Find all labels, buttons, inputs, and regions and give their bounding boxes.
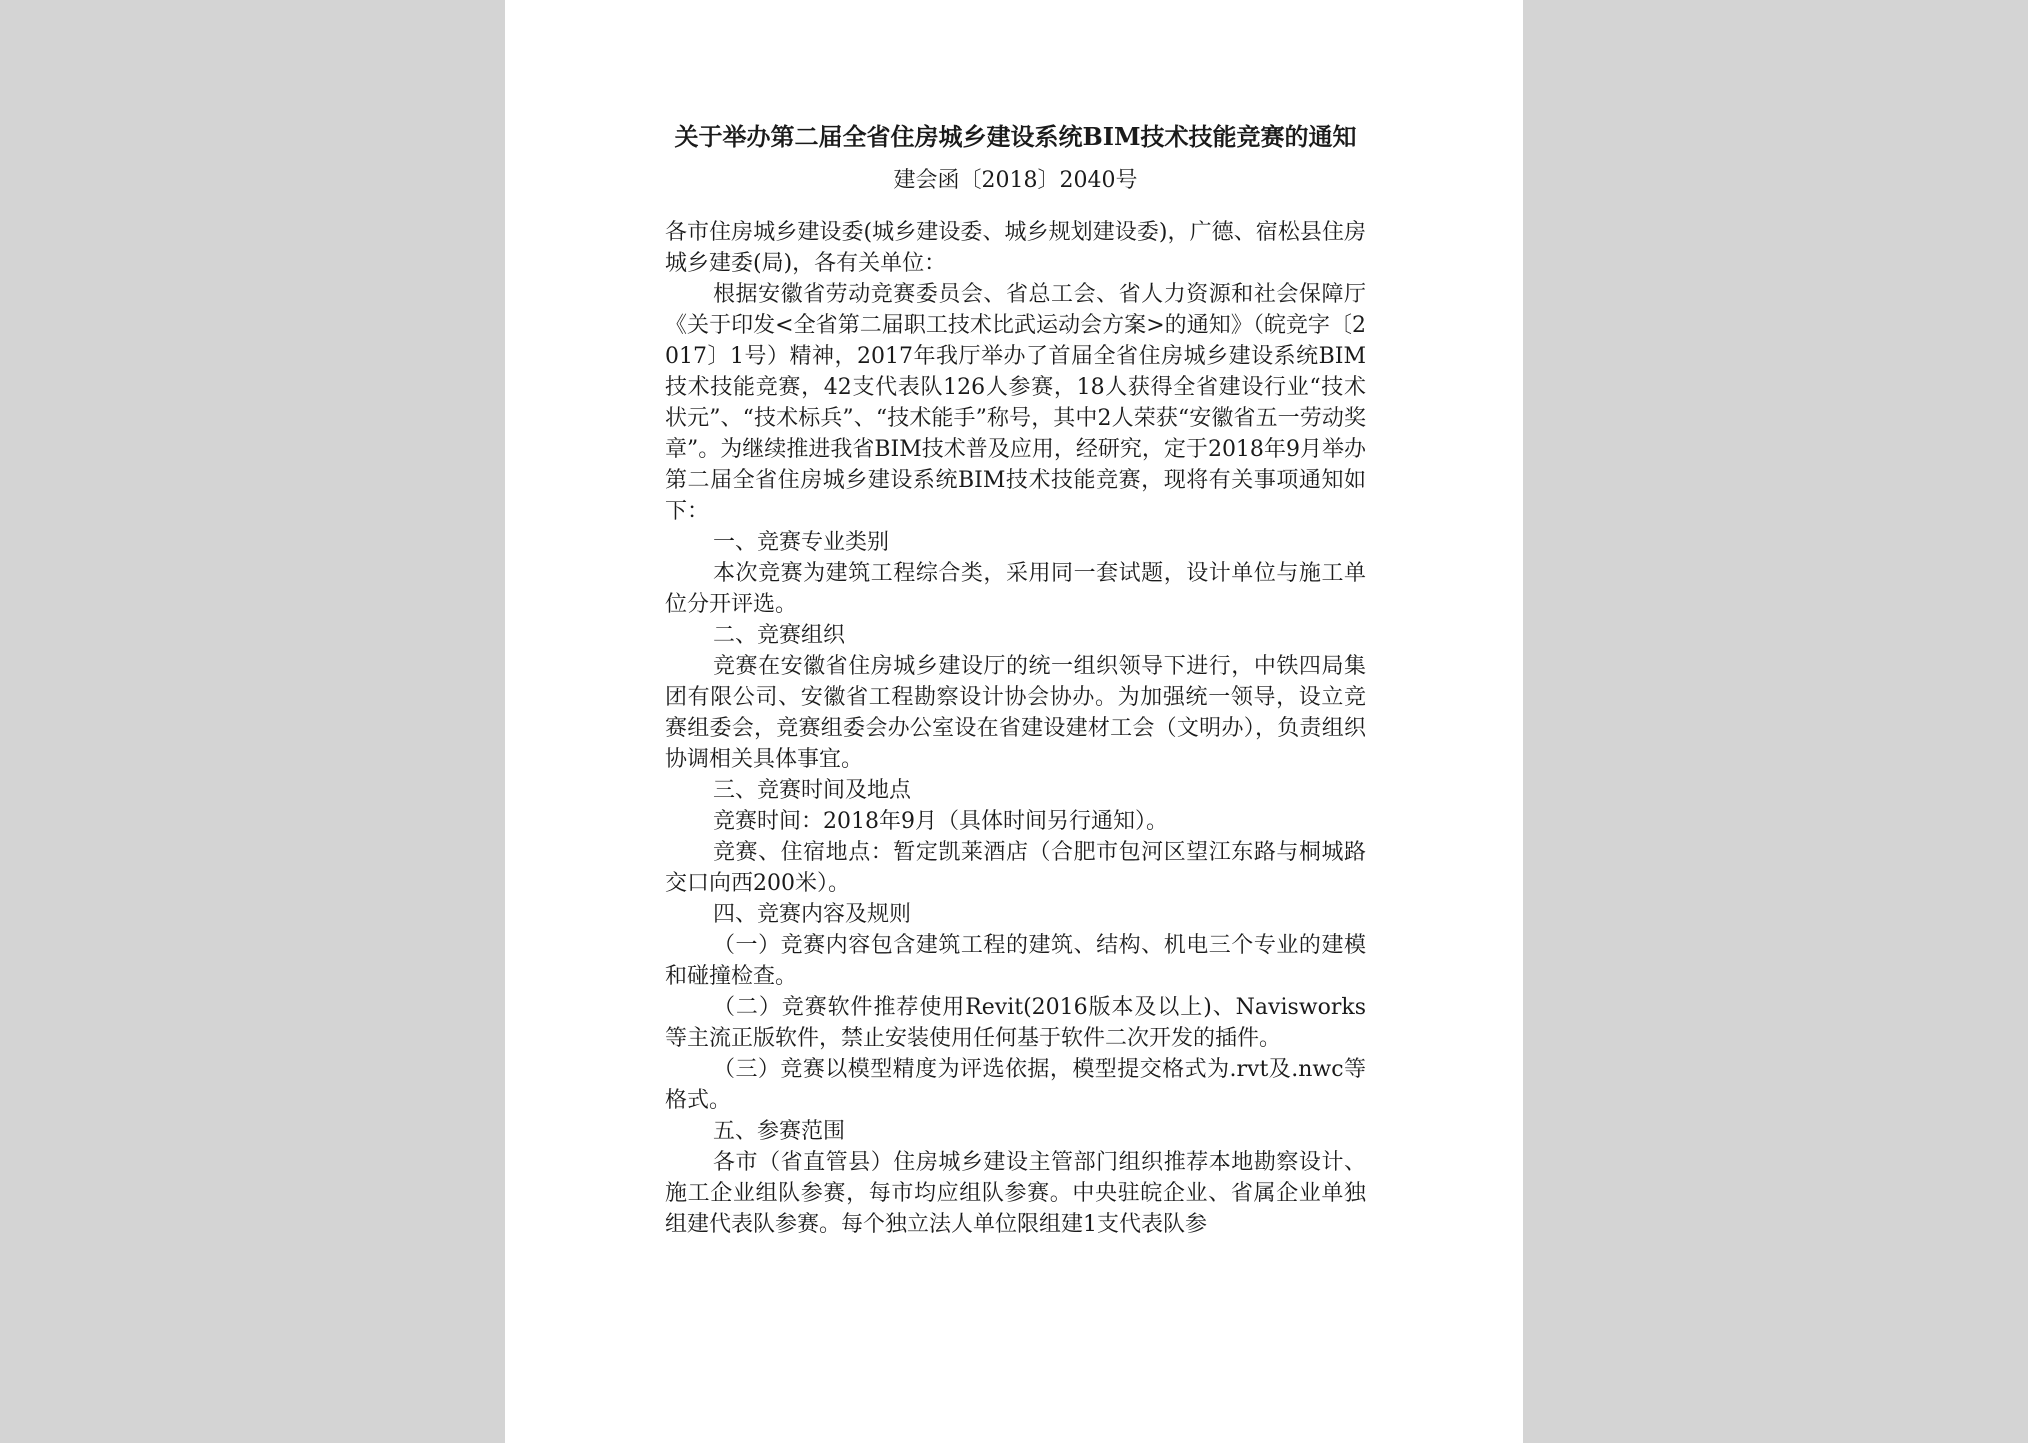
section-heading: 四、竞赛内容及规则 (713, 902, 912, 927)
section-paragraph: （三）竞赛以模型精度为评选依据，模型提交格式为.rvt及.nwc等格式。 (665, 1057, 1366, 1113)
section-5 (665, 1116, 1366, 1240)
document-page[interactable] (505, 0, 1523, 1443)
section-paragraph: （二）竞赛软件推荐使用Revit(2016版本及以上)、Navisworks等主流正版软件，禁止安装使用任何基于软件二次开发的插件。 (665, 995, 1366, 1051)
section-3 (665, 775, 1366, 899)
intro-paragraph: 根据安徽省劳动竞赛委员会、省总工会、省人力资源和社会保障厅《关于印发<全省第二届职工技术比武运动会方案>的通知》（皖竞字〔2017〕1号）精神，2017年我厅举办了首届全省住房城乡建设系统BIM技术技能竞赛，42支代表队126人参赛，18人获得全省建设行业“技术状元”、“技术标兵”、“技术能手”称号，其中2人荣获“安徽省五一劳动奖章”。为继续推进我省BIM技术普及应用，经研究，定于2018年9月举办第二届全省住房城乡建设系统BIM技术技能竞赛，现将有关事项通知如下： (665, 282, 1366, 524)
section-heading: 三、竞赛时间及地点 (713, 778, 912, 803)
section-paragraph: 各市（省直管县）住房城乡建设主管部门组织推荐本地勘察设计、施工企业组队参赛，每市均应组队参赛。中央驻皖企业、省属企业单独组建代表队参赛。每个独立法人单位限组建1支代表队参 (665, 1150, 1366, 1237)
section-4 (665, 899, 1366, 1116)
section-heading: 二、竞赛组织 (713, 623, 846, 648)
section-1 (665, 527, 1366, 620)
document-title: 关于举办第二届全省住房城乡建设系统BIM技术技能竞赛的通知 (674, 122, 1357, 151)
addressee-paragraph: 各市住房城乡建设委(城乡建设委、城乡规划建设委)，广德、宿松县住房城乡建委(局)，各有关单位： (665, 220, 1366, 276)
section-2 (665, 620, 1366, 775)
section-paragraph: 竞赛时间：2018年9月（具体时间另行通知）。 (713, 809, 1168, 834)
section-paragraph: （一）竞赛内容包含建筑工程的建筑、结构、机电三个专业的建模和碰撞检查。 (665, 933, 1366, 989)
document-number: 建会函〔2018〕2040号 (893, 168, 1138, 193)
section-paragraph: 本次竞赛为建筑工程综合类，采用同一套试题，设计单位与施工单位分开评选。 (665, 561, 1366, 617)
section-heading: 一、竞赛专业类别 (713, 530, 890, 555)
section-heading: 五、参赛范围 (713, 1119, 846, 1144)
section-paragraph: 竞赛、住宿地点：暂定凯莱酒店（合肥市包河区望江东路与桐城路交口向西200米）。 (665, 840, 1366, 896)
section-paragraph: 竞赛在安徽省住房城乡建设厅的统一组织领导下进行，中铁四局集团有限公司、安徽省工程勘察设计协会协办。为加强统一领导，设立竞赛组委会，竞赛组委会办公室设在省建设建材工会（文明办），负责组织协调相关具体事宜。 (665, 654, 1366, 772)
